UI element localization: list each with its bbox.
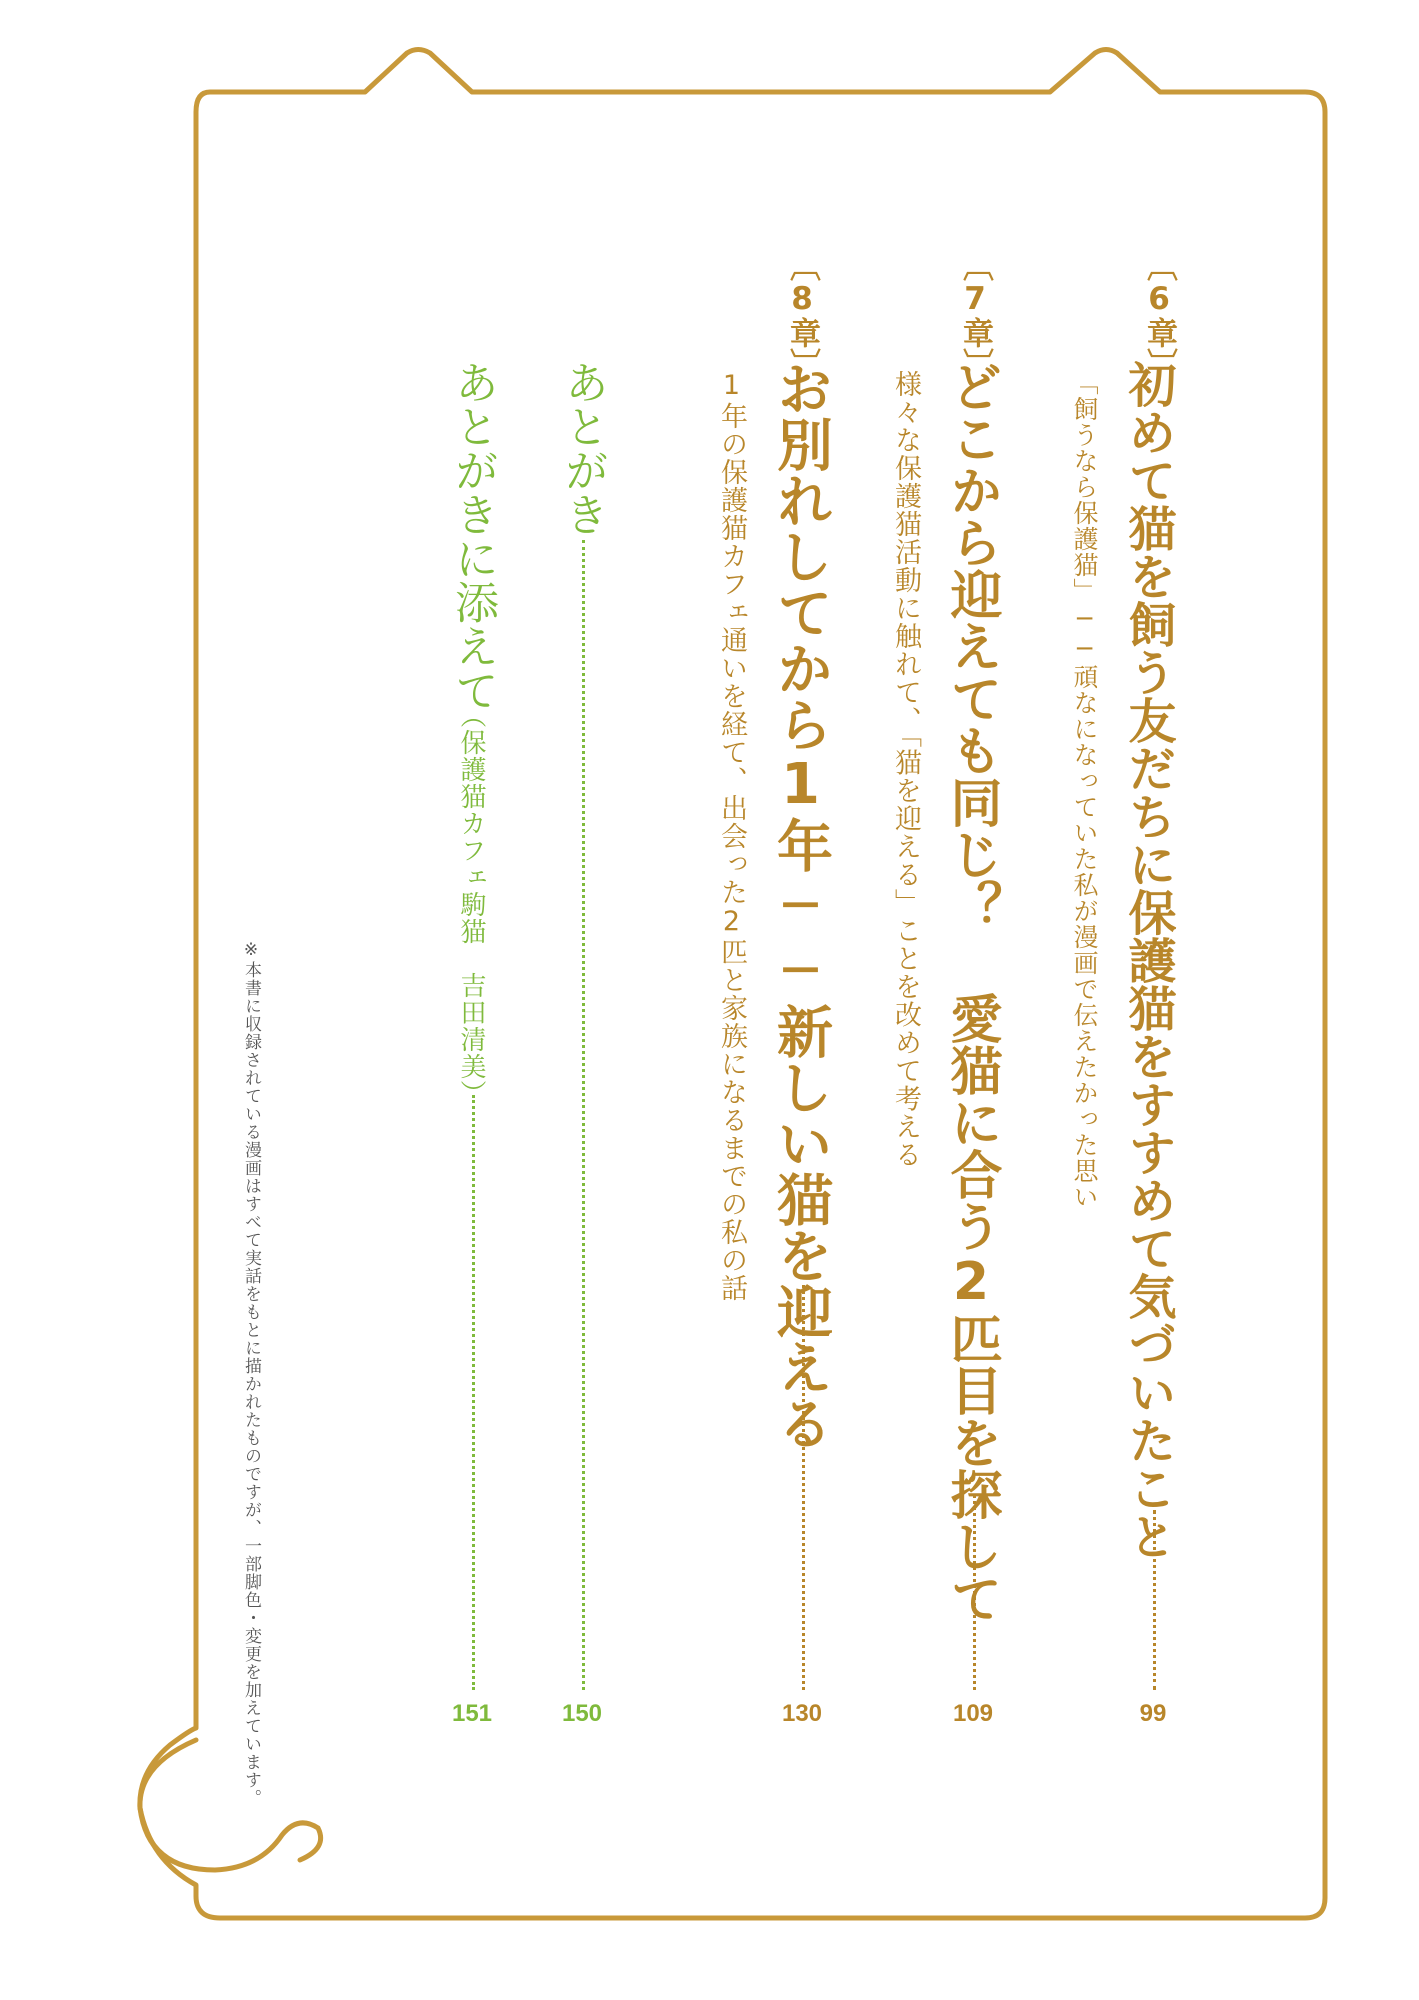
chapter-6-label: 〔6章〕 [1141,250,1177,379]
chapter-7-subtitle: 様々な保護猫活動に触れて、「猫を迎える」ことを改めて考える [890,370,921,1169]
chapter-7-page[interactable]: 109 [952,1700,994,1727]
chapter-8-label: 〔8章〕 [784,250,820,379]
chapter-6-page[interactable]: 99 [1139,1700,1167,1727]
footnote: ※本書に収録されている漫画はすべて実話をもとに描かれたものですが、一部脚色・変更を加えています。 [241,940,261,1807]
chapter-7-label: 〔7章〕 [957,250,993,379]
afterword-supplement-leader-dots [472,1095,475,1690]
chapter-8-page[interactable]: 130 [781,1700,823,1727]
tail-curl [140,1740,321,1870]
afterword-page[interactable]: 150 [561,1700,603,1727]
chapter-7-leader-dots [973,1495,976,1690]
afterword-leader-dots [582,540,585,1690]
afterword-supplement-title[interactable]: あとがきに添えて [447,360,498,712]
chapter-7-title[interactable]: どこから迎えても同じ？ 愛猫に合う2匹目を探して [941,360,1001,1624]
chapter-8-leader-dots [802,1285,805,1690]
afterword-supplement-page[interactable]: 151 [451,1700,493,1727]
afterword-supplement-note: （保護猫カフェ駒猫 吉田清美） [456,702,486,1107]
chapter-8-subtitle: 1年の保護猫カフェ通いを経て、出会った2匹と家族になるまでの私の話 [716,370,747,1302]
chapter-6-leader-dots [1153,1510,1156,1690]
chapter-6-subtitle: 「飼うなら保護猫」──頑なになっていた私が漫画で伝えたかった思い [1070,370,1099,1210]
afterword-title[interactable]: あとがき [557,360,608,536]
chapter-8-title[interactable]: お別れしてから1年──新しい猫を迎える [768,360,833,1451]
chapter-6-title[interactable]: 初めて猫を飼う友だちに保護猫をすすめて気づいたこと [1120,360,1176,1560]
